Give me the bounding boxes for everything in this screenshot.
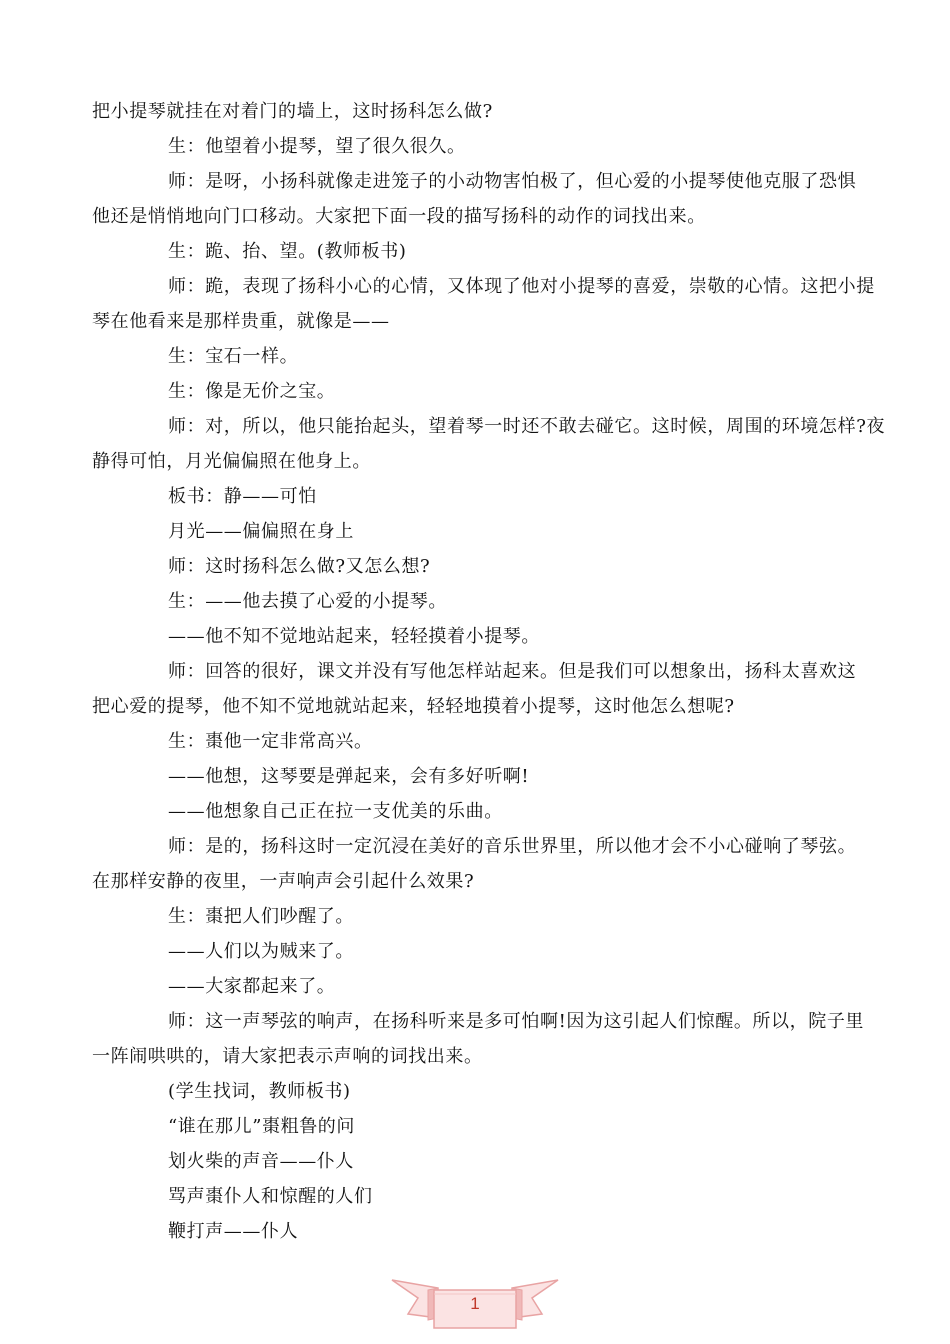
text-line: 月光——偏偏照在身上 xyxy=(168,521,354,542)
text-line: 把小提琴就挂在对着门的墙上，这时扬科怎么做? xyxy=(92,101,493,122)
text-line: 生：棗把人们吵醒了。 xyxy=(168,906,354,927)
text-line: 琴在他看来是那样贵重，就像是—— xyxy=(92,311,390,332)
text-line: 师：是呀，小扬科就像走进笼子的小动物害怕极了，但心爱的小提琴使他克服了恐惧 xyxy=(168,171,857,192)
text-line: 生：宝石一样。 xyxy=(168,346,299,367)
text-line: 生：像是无价之宝。 xyxy=(168,381,336,402)
text-line: 师：跪，表现了扬科小心的心情，又体现了他对小提琴的喜爱，崇敬的心情。这把小提 xyxy=(168,276,875,297)
text-line: ——大家都起来了。 xyxy=(168,976,336,997)
text-line: 他还是悄悄地向门口移动。大家把下面一段的描写扬科的动作的词找出来。 xyxy=(92,206,706,227)
text-line: 静得可怕，月光偏偏照在他身上。 xyxy=(92,451,371,472)
text-line: 生：他望着小提琴，望了很久很久。 xyxy=(168,136,466,157)
text-line: 一阵闹哄哄的，请大家把表示声响的词找出来。 xyxy=(92,1046,483,1067)
text-line: ——他想，这琴要是弹起来，会有多好听啊! xyxy=(168,766,530,787)
text-line: ——他想象自己正在拉一支优美的乐曲。 xyxy=(168,801,503,822)
text-line: 师：对，所以，他只能抬起头，望着琴一时还不敢去碰它。这时候，周围的环境怎样?夜 xyxy=(168,416,886,437)
text-line: (学生找词，教师板书) xyxy=(168,1081,351,1102)
text-line: 划火柴的声音——仆人 xyxy=(168,1151,354,1172)
text-line: 师：这一声琴弦的响声，在扬科听来是多可怕啊!因为这引起人们惊醒。所以，院子里 xyxy=(168,1011,865,1032)
text-line: ——人们以为贼来了。 xyxy=(168,941,354,962)
text-line: 板书：静——可怕 xyxy=(168,486,317,507)
text-line: 生：棗他一定非常高兴。 xyxy=(168,731,373,752)
text-line: ——他不知不觉地站起来，轻轻摸着小提琴。 xyxy=(168,626,540,647)
text-line: 鞭打声——仆人 xyxy=(168,1221,299,1242)
text-line: “谁在那儿”棗粗鲁的问 xyxy=(168,1116,356,1137)
text-line: 师：这时扬科怎么做?又怎么想? xyxy=(168,556,431,577)
text-line: 生：——他去摸了心爱的小提琴。 xyxy=(168,591,447,612)
text-line: 生：跪、抬、望。(教师板书) xyxy=(168,241,407,262)
page-number-footer xyxy=(388,1268,562,1332)
text-line: 骂声棗仆人和惊醒的人们 xyxy=(168,1186,373,1207)
text-line: 师：回答的很好，课文并没有写他怎样站起来。但是我们可以想象出，扬科太喜欢这 xyxy=(168,661,857,682)
page-number: 1 xyxy=(470,1294,480,1313)
text-line: 在那样安静的夜里，一声响声会引起什么效果? xyxy=(92,871,475,892)
text-line: 师：是的，扬科这时一定沉浸在美好的音乐世界里，所以他才会不小心碰响了琴弦。 xyxy=(168,836,857,857)
text-line: 把心爱的提琴，他不知不觉地就站起来，轻轻地摸着小提琴，这时他怎么想呢? xyxy=(92,696,735,717)
